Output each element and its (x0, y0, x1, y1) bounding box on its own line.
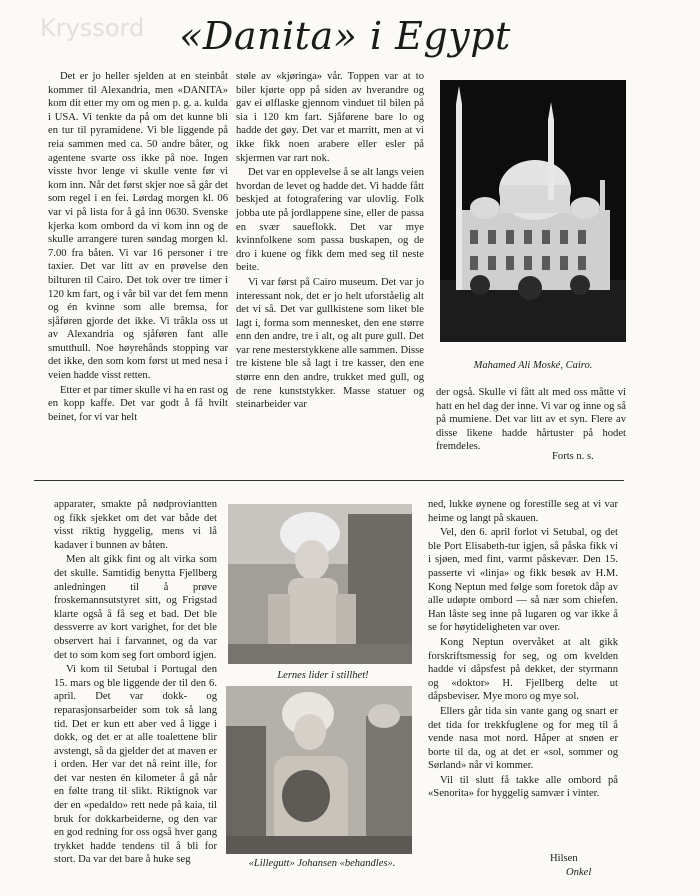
crew-photo-2 (226, 686, 412, 854)
paragraph: apparater, smakte på nødproviantten og fikk sjekket om det var både det visst riktig hyggelig, mens vi lå kadaver i bunnen av båten. (54, 499, 217, 551)
article-title: «Danita» i Egypt (179, 14, 511, 58)
paragraph: Ellers går tida sin vante gang og snart er det tida for trekkfuglene og for meg til å vende nasa mot nord. Håper at snøen er borte til da, og at det er «sol, sommer og Sørland» når vi kommer. (428, 705, 618, 772)
paragraph: Vi kom til Setubal i Portugal den 15. mars og ble liggende der til den 6. april. Det var dokk- og reparasjonsarbeider som tok så lang tid. Det er kun ett aber ved å ligge i dokk, og det er at alle toalettene blir avstengt, så da gjelder det at maven er i orden. Her var det nå reint ille, for det var nesten én kilometer å gå når en følte trang til slikt. Riktignok var der en «pedaldo» rett nede på kaia, til bruk for dokkarbeiderne, og den var en god redning for oss også hver gang trykket hadde tendens til å bli for stort. Da var det bare å huke seg (54, 664, 217, 866)
continued-note: Forts n. s. (552, 451, 594, 462)
column-2 (236, 70, 424, 413)
column-1 (48, 70, 228, 425)
paragraph: Vil til slutt få takke alle ombord på «Senorita» for hyggelig samvær i vinter. (428, 774, 618, 800)
column-5 (428, 498, 618, 802)
section-divider (34, 480, 624, 481)
greeting: Hilsen (550, 853, 578, 864)
paragraph: Kong Neptun overvåket at alt gikk forskriftsmessig for seg, og om kvelden hadde vi dåpsfest på dekket, der styrmann og «doktor» H. Fjellberg delte ut dåpsbeviser. Mye moro og mye sol. (428, 636, 618, 703)
mosque-caption: Mahamed Ali Moské, Cairo. (473, 360, 593, 371)
paragraph: Det var en opplevelse å se alt langs veien hvordan de levet og hadde det. Vi hadde fått beskjed at fotografering var ulovlig. Folk jobba ute på jordlappene sine, eller de passa en svær saueflokk. Det var mye kvinnfolkene som passa buskapen, og de dro i kuene og fikk dem med seg til neste beite. (236, 167, 424, 274)
ghost-text: Kryssord (40, 14, 145, 42)
author-signature: Onkel (566, 867, 592, 878)
column-3 (436, 386, 626, 455)
crew-photo-1 (228, 504, 412, 664)
mosque-photo (440, 80, 626, 342)
paragraph: støle av «kjøringa» vår. Toppen var at to biler kjørte opp på siden av hverandre og gav ei ølflaske gjennom vinduet til bilen på sia i 120 km fart. Sjåførene bare lo og hadde det gøy. Det var et marritt, men at vi ikke fikk noen arabere eller esler på skjermen var rart nok. (236, 71, 424, 164)
crew-caption-1: Lernes lider i stillhet! (277, 670, 369, 681)
paragraph: Etter et par timer skulle vi ha en rast og en kopp kaffe. Det var godt å få hvilt beinet, for vi var helt (48, 384, 228, 423)
paragraph: ned, lukke øynene og forestille seg at vi var heime og langt på skauen. (428, 499, 618, 524)
paragraph: der også. Skulle vi fått alt med oss måtte vi hatt en hel dag der inne. Vi var og inne og så på mumiene. Det var litt av et syn. Flere av disse likene hadde hårtuster på hodet fremdeles. (436, 387, 626, 453)
paragraph: Vi var først på Cairo museum. Det var jo interessant nok, det er jo helt uforståelig alt det vi så. Det var gullkistene som liket ble lagt i, forma som mennesket, den ene større enn den andre, tre i alt, og alt pure gull. Det var rene mesterstykkene alle sammen. Disse tre kistene ble så lagt i tre kasser, den ene større enn den andre, trukket med gull, og de rene kunststykker. Masse statuer og steinarbeider var (236, 276, 424, 411)
column-4 (54, 498, 217, 868)
paragraph: Vel, den 6. april forlot vi Setubal, og det ble Port Elisabeth-tur igjen, så påska fikk vi i sjøen, med fint, varmt påskevær. Den 15. passerte vi «linja» og fikk besøk av H.M. Kong Neptun med følge som foretok dåp av alle udøpte ombord — så nær som chiefen. Han låste seg inne på lugaren og var ikke å se for høytideligheten var over. (428, 527, 618, 634)
crew-caption-2: «Lillegutt» Johansen «behandles». (248, 858, 396, 869)
paragraph: Men alt gikk fint og alt virka som det skulle. Samtidig benytta Fjellberg anledningen til å prøve froskemannsutstyret sitt, og Frigstad klarte også å få seg et bad. Det ble dessverre av kort varighet, for det ble observert hai i farvannet, og da var det to som kom seg fort ombord igjen. (54, 554, 217, 661)
paragraph: Det er jo heller sjelden at en steinbåt kommer til Alexandria, men «DANITA» kom dit etter my om og men p. g. a. kulda i USA. Vi tenkte da på om det kunne bli en tur til pyramidene. Vi ble liggende på reia sammen med ca. 50 andre båter, og agentene svarte oss ikke på noe. Ingen visste hvor lenge vi skulle vente før vi kom inn. Når det først skjer noe så går det som regel i en fei. Lørdag morgen kl. 06 var vi på lista for å gå inn 0630. Svenske kjerka kom ombord da vi kom inn og de skulle arrangere turen søndag morgen kl. 7.00 fra båten. Vi var 16 personer i tre taxier. Det var litt av en prøvelse den bilturen til Cairo. Det tok over tre timer i 120 km fart, og i vår bil var det fem menn og én kvinne som alle bremsa, for sjåføren gjorde det ikke. Vi tråkla oss ut av Alexandria og sjåføren fant alle smutthull. Noe høyrehånds stopping var det ikke, den som kom først ut med nesa i veien hadde visst retten. (48, 71, 228, 382)
